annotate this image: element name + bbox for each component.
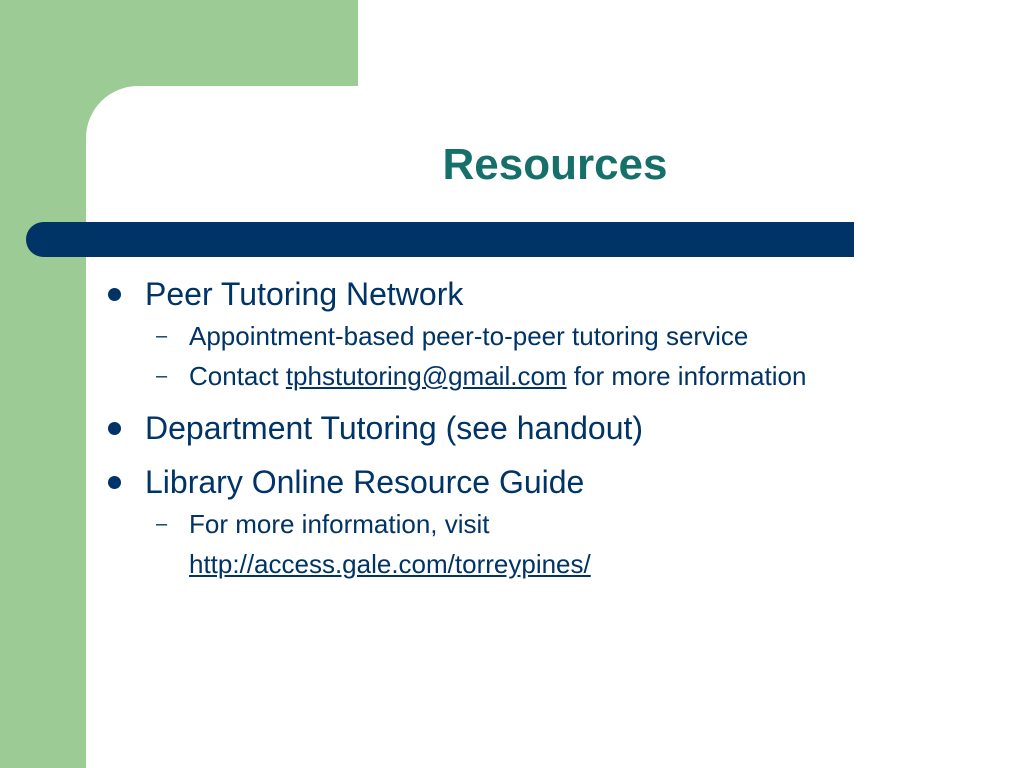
subitem-visit xyxy=(108,504,988,584)
subitem-prefix: Contact xyxy=(189,361,286,391)
bullet-dot-icon xyxy=(108,288,121,301)
slide-title: Resources xyxy=(442,140,668,189)
dash-icon: – xyxy=(156,325,168,347)
email-link[interactable]: tphstutoring@gmail.com xyxy=(285,361,567,391)
gale-url-link[interactable]: http://access.gale.com/torreypines/ xyxy=(189,549,591,579)
subitem-text: Appointment-based peer-to-peer tutoring service xyxy=(189,321,749,351)
bullet-text: Department Tutoring (see handout) xyxy=(145,410,644,446)
subitem-prefix: For more information, visit xyxy=(189,509,490,539)
subitem-appointment xyxy=(108,316,988,356)
bullet-text: Peer Tutoring Network xyxy=(145,276,464,312)
bullet-item-library-guide xyxy=(108,460,988,504)
title-divider-bar xyxy=(26,222,854,257)
dash-icon: – xyxy=(156,365,168,387)
subitem-contact xyxy=(108,356,988,396)
dash-icon: – xyxy=(156,513,168,535)
bullet-text: Library Online Resource Guide xyxy=(145,464,585,500)
top-white-area xyxy=(358,0,1024,90)
bullet-item-department-tutoring xyxy=(108,406,988,450)
slide-body xyxy=(108,272,988,584)
bullet-dot-icon xyxy=(108,476,121,489)
bullet-dot-icon xyxy=(108,422,121,435)
bullet-item-peer-tutoring xyxy=(108,272,988,316)
subitem-suffix: for more information xyxy=(566,361,807,391)
